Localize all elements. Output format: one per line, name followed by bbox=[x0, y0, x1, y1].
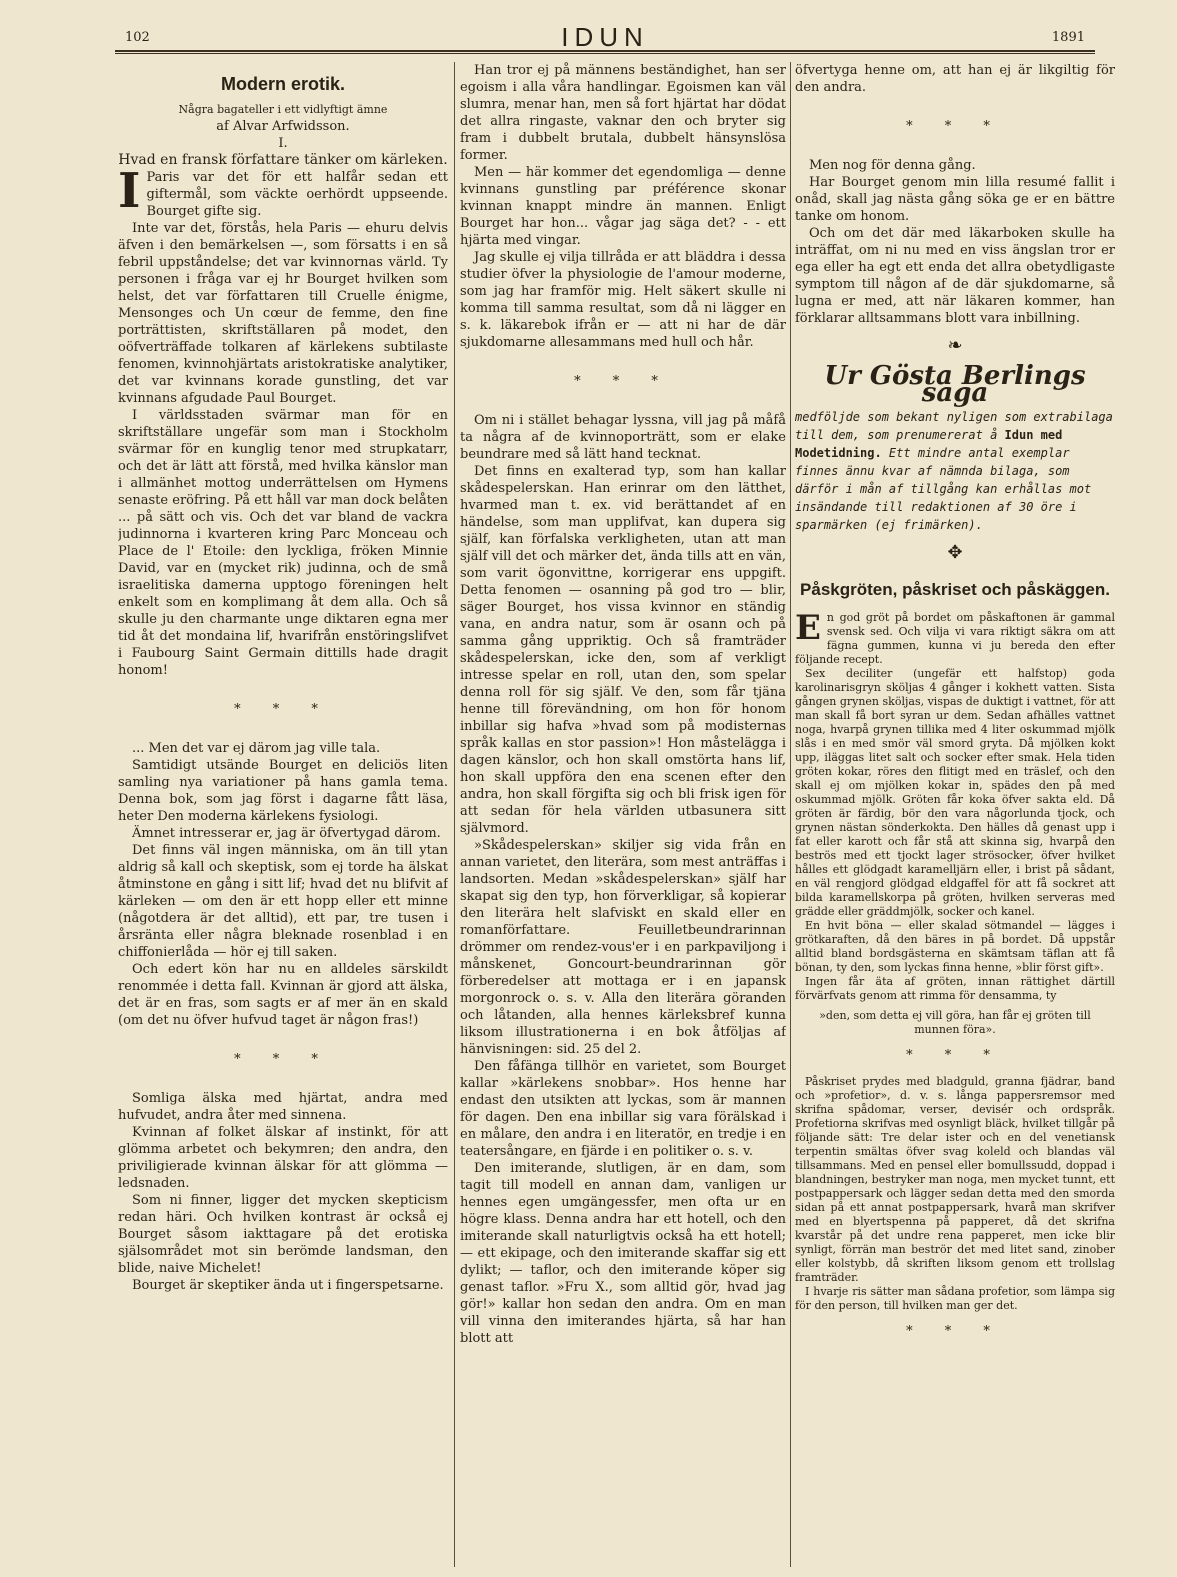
column-1 bbox=[118, 62, 448, 1567]
advert-title: Ur Gösta Berlings saga bbox=[824, 361, 1086, 408]
column-2 bbox=[460, 62, 786, 1567]
ornament-icon: ✥ bbox=[947, 542, 963, 563]
header-rule bbox=[115, 53, 1095, 54]
masthead: IDUN bbox=[561, 22, 649, 52]
paragraph: En god gröt på bordet om påskaftonen är gammal svensk sed. Och vilja vi vara riktigt säkra om att fägna gummen, kunna vi ju bereda den efter följande recept. bbox=[795, 608, 1115, 666]
paragraph: Men — här kommer det egendomliga — denne kvinnans gunstling par préférence skonar kvinnan knappt mindre än mannen. Enligt Bourget har hon... vågar jag säga det? - - ett hjärta med vingar. bbox=[460, 165, 786, 248]
paragraph: ... Men det var ej därom jag ville tala. bbox=[132, 741, 381, 756]
paragraph: Den fåfänga tillhör en varietet, som Bourget kallar »kärlekens snobbar». Hos henne har endast den utsikten att lyckas, som är mannen för dagen. Den ena inbillar sig vara förälskad i en målare, den andra i en literatör, en tredje i en teatersångare, en fjärde i en politiker o. s. v. bbox=[460, 1059, 786, 1159]
paragraph: »Skådespelerskan» skiljer sig vida från en annan varietet, den literära, som mest anträffas i landsorten. Medan »skådespelerskan» själf har skapat sig den typ, hon förverkligar, så kopierar den literära helt slafviskt en skald eller en romanförfattare. Feuilletbeundrarinnan drömmer om rendez-vous'er i en parkpaviljong i månskenet, Goncourt-beundrarinnan gör förberedelser att mottaga er i en japansk morgonrock o. s. v. Alla den literära göranden och låtanden, alla hennes kärleksbref kunna liksom illustrationerna i en bok åtföljas af hänvisningen: sid. 25 del 2. bbox=[460, 838, 786, 1057]
paragraph: Det finns väl ingen människa, om än till ytan aldrig så kall och skeptisk, som ej torde ha älskat åtminstone en gång i sitt lif; hvad det nu blifvit af kärleken — om den är ett hopp eller ett minne (någotdera är det alltid), ett par, tre tusen i årsränta eller några bleknade rosenblad i en chiffonierlåda — hör ej till saken. bbox=[118, 843, 448, 960]
section-stars: * * * bbox=[574, 374, 672, 389]
paragraph: Och edert kön har nu en alldeles särskildt renommée i detta fall. Kvinnan är gjord att älska, det är en fras, som sagts er af mer än en skald (om det nu öfver hufvud taget är någon fras!) bbox=[118, 962, 448, 1028]
paragraph: Jag skulle ej vilja tillråda er att bläddra i dessa studier öfver la physiologie de l'amour moderne, som jag har framför mig. Helt säkert skulle ni komma till samma resultat, som då ni lägger en s. k. läkarebok ifrån er — att ni har de där sjukdomarne allesammans med hull och hår. bbox=[460, 250, 786, 350]
year: 1891 bbox=[1051, 30, 1085, 45]
paragraph: I Paris var det för ett halfår sedan ett giftermål, som väckte oerhördt uppseende. Bourget gifte sig. bbox=[118, 163, 448, 219]
paragraph: Som ni finner, ligger det mycken skepticism redan häri. Och hvilken kontrast är också ej Bourget såsom iakttagare på det erotiska själsområdet mot sin berömde landsman, den blide, naive Michelet! bbox=[118, 1193, 448, 1276]
recipe-text bbox=[795, 608, 1115, 1339]
column-divider bbox=[454, 62, 455, 1567]
section-heading: Hvad en fransk författare tänker om kärleken. bbox=[118, 152, 448, 168]
advert-text: medföljde som bekant nyligen som extrabilaga till dem, som prenumererat å Idun med Modetidning. Ett mindre antal exemplar finnes ännu kvar af nämnda bilaga, som därför i mån af tillgång kan erhållas mot insändande till redaktionen af 30 öre i sparmärken (ej frimärken). bbox=[795, 410, 1113, 532]
section-stars: * * * bbox=[906, 1324, 1004, 1339]
article-title: Påskgröten, påskriset och påskäggen. bbox=[800, 580, 1110, 599]
paragraph: Om ni i stället behagar lyssna, vill jag på måfå ta några af de kvinnoporträtt, som er elake beundrare med så lätt hand tecknat. bbox=[460, 413, 786, 462]
article-title: Modern erotik. bbox=[220, 74, 345, 94]
verse: »den, som detta ej vill göra, han får ej gröten till munnen föra». bbox=[819, 1009, 1091, 1036]
paragraph: Kvinnan af folket älskar af instinkt, för att glömma arbetet och bekymren; den andra, den priviligierade kvinnan älskar för att glömma — ledsnaden. bbox=[118, 1125, 448, 1191]
drop-cap: I bbox=[118, 163, 141, 219]
paragraph: Bourget är skeptiker ända ut i fingerspetsarne. bbox=[132, 1278, 444, 1293]
paragraph: Inte var det, förstås, hela Paris — ehuru delvis äfven i den bemärkelsen —, som försatts i en så febril uppståndelse; det var kvinnornas värld. Ty personen i fråga var ej hr Bourget hvilken som helst, det var författaren till Cruelle énigme, Mensonges och Un cœur de femme, den fine porträttisten, skriftställaren på modet, den oöfverträffade tolkaren af kärlekens subtilaste fenomen, kvinnohjärtats aristokratiske analytiker, det var kvinnans korade gunstling, det var kvinnans afgudade Paul Bourget. bbox=[118, 221, 448, 406]
paragraph: Han tror ej på männens beständighet, han ser egoism i alla våra handlingar. Egoismen kan väl slumra, menar han, men så fort hjärtat har dödat det allra ringaste, vaknar den och bryter sig fram i dubbelt brutala, dubbelt hänsynslösa former. bbox=[460, 63, 786, 163]
section-stars: * * * bbox=[906, 1048, 1004, 1063]
column-divider bbox=[790, 62, 791, 1567]
paragraph: En hvit böna — eller skalad sötmandel — lägges i grötkaraften, då den bäres in på bordet. Då uppstår alltid bland bordsgästerna en skämtsam täflan att få bönan, ty den, som lyckas finna henne, »blir först gift». bbox=[795, 919, 1115, 974]
page-header bbox=[115, 22, 1095, 52]
paragraph: Ingen får äta af gröten, innan rättighet därtill förvärfvats genom att rimma för densamma, ty bbox=[795, 975, 1115, 1002]
paragraph: Har Bourget genom min lilla resumé fallit i onåd, skall jag nästa gång söka ge er en bättre tanke om honom. bbox=[795, 175, 1115, 224]
article-subtitle: Några bagateller i ett vidlyftigt ämne bbox=[178, 103, 388, 116]
paragraph: Och om det där med läkarboken skulle ha inträffat, om ni nu med en viss ängslan tror er ega eller ha egt ett enda det allra obetydligaste symptom till någon af de där sjukdomarne, så lugna er med, att när läkaren kommer, han förklarar alltsammans blott vara inbillning. bbox=[795, 226, 1115, 326]
paragraph: Ämnet intresserar er, jag är öfvertygad därom. bbox=[132, 826, 441, 841]
article-author: af Alvar Arfwidsson. bbox=[216, 119, 350, 134]
paragraph: Men nog för denna gång. bbox=[809, 158, 976, 173]
paragraph: Den imiterande, slutligen, är en dam, som tagit till modell en annan dam, vanligen ur hennes egen umgängessfer, men ofta ur en högre klass. Denna andra har ett hotell, och den imiterande skall naturligtvis också ha ett hotell; — ett ekipage, och den imiterande skaffar sig ett dylikt; — taflor, och den imiterande köper sig genast taflor. »Fru X., som alltid gör, hvad jag gör!» kallar hon sedan den andra. Om en man vill vinna den imiterandes hjärta, så har han blott att bbox=[460, 1161, 786, 1346]
paragraph: öfvertyga henne om, att han ej är likgiltig för den andra. bbox=[795, 63, 1115, 95]
page-number: 102 bbox=[125, 30, 150, 45]
column-3 bbox=[795, 62, 1115, 1567]
paragraph: I världsstaden svärmar man för en skriftställare ungefär som man i Stockholm svärmar för en kunglig tenor med strupkatarr, och det är lätt att förstå, med hvilka känslor man i allmänhet mottog underrättelsen om Hymens senaste eröfring. På ett håll var man dock belåten ... på sätt och vis. Och det var bland de vackra judinnorna i kvarteren kring Parc Monceau och Place de l' Etoile: den lyckliga, fröken Minnie David, var en (mycket rik) judinna, och de små israelitiska damerna upptogo föreningen helt enkelt som en komplimang åt dem alla. Och så skulle ju den charmante unge diktaren egna mer tid åt det mondaina lif, hvarifrån enstöringslifvet i Faubourg Saint Germain dittills hade dragit honom! bbox=[118, 408, 448, 678]
paragraph: Samtidigt utsände Bourget en deliciös liten samling nya variationer på hans gamla tema. Denna bok, som jag först i dagarne fått läsa, heter Den moderna kärlekens fysiologi. bbox=[118, 758, 448, 824]
drop-cap: E bbox=[795, 608, 821, 648]
paragraph: Det finns en exalterad typ, som han kallar skådespelerskan. Han erinrar om den lätthet, hvarmed man t. ex. vid berättandet af en händelse, som man upplifvat, kan dupera sig själf, kan förfalska verkligheten, utan att man själf vill det och märker det, ända tills att en vän, som varit ögonvittne, korrigerar ens uppgift. Detta fenomen — osanning på god tro — blir, säger Bourget, hos vissa kvinnor en ständig vana, en andra natur, som är osann och på samma gång uppriktig. Och så framträder skådespelerskan, icke den, som af verkligt intresse spelar en roll, utan den, som spelar denna roll för sig själf. Ve den, som får tjäna henne till förevändning, om hon för honom inbillar sig hafva »hvad som på modisternas språk kallas en stor passion»! Hon måstelägga i dagen känslor, och hon skall omstörta hans lif, hon skall uppföra den ena scenen efter den andra, hon skall förgifta sig och bli frisk igen för att sedan för hela världen utbasunera sitt självmord. bbox=[460, 464, 786, 836]
section-stars: * * * bbox=[906, 119, 1004, 134]
section-stars: * * * bbox=[234, 1052, 332, 1067]
paragraph: Sex deciliter (ungefär ett halfstop) goda karolinarisgryn sköljas 4 gånger i kokhett vatten. Sista gången grynen sköljas, vispas de duktigt i vattnet, för att man skall få bort syran ur dem. Sedan afhälles vattnet noga, hvarpå grynen tillika med 4 liter oskummad mjölk slås i en med smör väl smord gryta. Då mjölken kokt upp, iläggas litet salt och socker efter smak. Hela tiden gröten kokar, röres den flitigt med en träslef, och den skall ej om mjölken kokar in, spädes den på med oskummad mjölk. Gröten får koka öfver sakta eld. Då gröten är färdig, bör den vara någorlunda tjock, och grynen nästan sönderkokta. Den hälles då genast upp i fat eller karott och får stå att skinna sig, hvarpå den beströs med ett tjockt lager strösocker, öfver hvilket hålles ett glödgadt karamelljärn eller, i brist på sådant, en väl rengjord glödgad eldgaffel för att få sockret att bilda karamellskorpa på gröten, hvilken serveras med gräddе eller gräddmjölk, socker och kanel. bbox=[795, 667, 1115, 918]
part-numeral: I. bbox=[278, 136, 288, 151]
paragraph: Somliga älska med hjärtat, andra med hufvudet, andra åter med sinnena. bbox=[118, 1091, 448, 1123]
paragraph: I hvarje ris sätter man sådana profetior, som lämpa sig för den person, till hvilken man ger det. bbox=[795, 1285, 1115, 1312]
paragraph: Påskriset prydes med bladguld, granna fjädrar, band och »profetior», d. v. s. långa pappersremsor med skrifna spådomar, verser, devisér och ordspråk. Profetiorna skrifvas med osynligt bläck, hvilket tillgår på följande sätt: Tre delar ister och en del venetiansk terpentin smältas öfver svag koleld och blandas väl tillsammans. Med en pensel eller bomullssudd, doppad i blandningen, bestryker man noga, men mycket tunnt, ett postpappersark och lägger sedan detta med den smorda sidan på ett annat postpappersark, hvarå man skrifver med en blyertspenna på papperet, då det skrifna kvarstår på det undre rena papperet, men icke blir synligt, förrän man beströr det med litet sand, zinober eller kolstybb, då skriften liksom genom ett trollslag framträder. bbox=[795, 1075, 1115, 1284]
ornament-icon: ❧ bbox=[947, 335, 963, 356]
section-stars: * * * bbox=[234, 702, 332, 717]
